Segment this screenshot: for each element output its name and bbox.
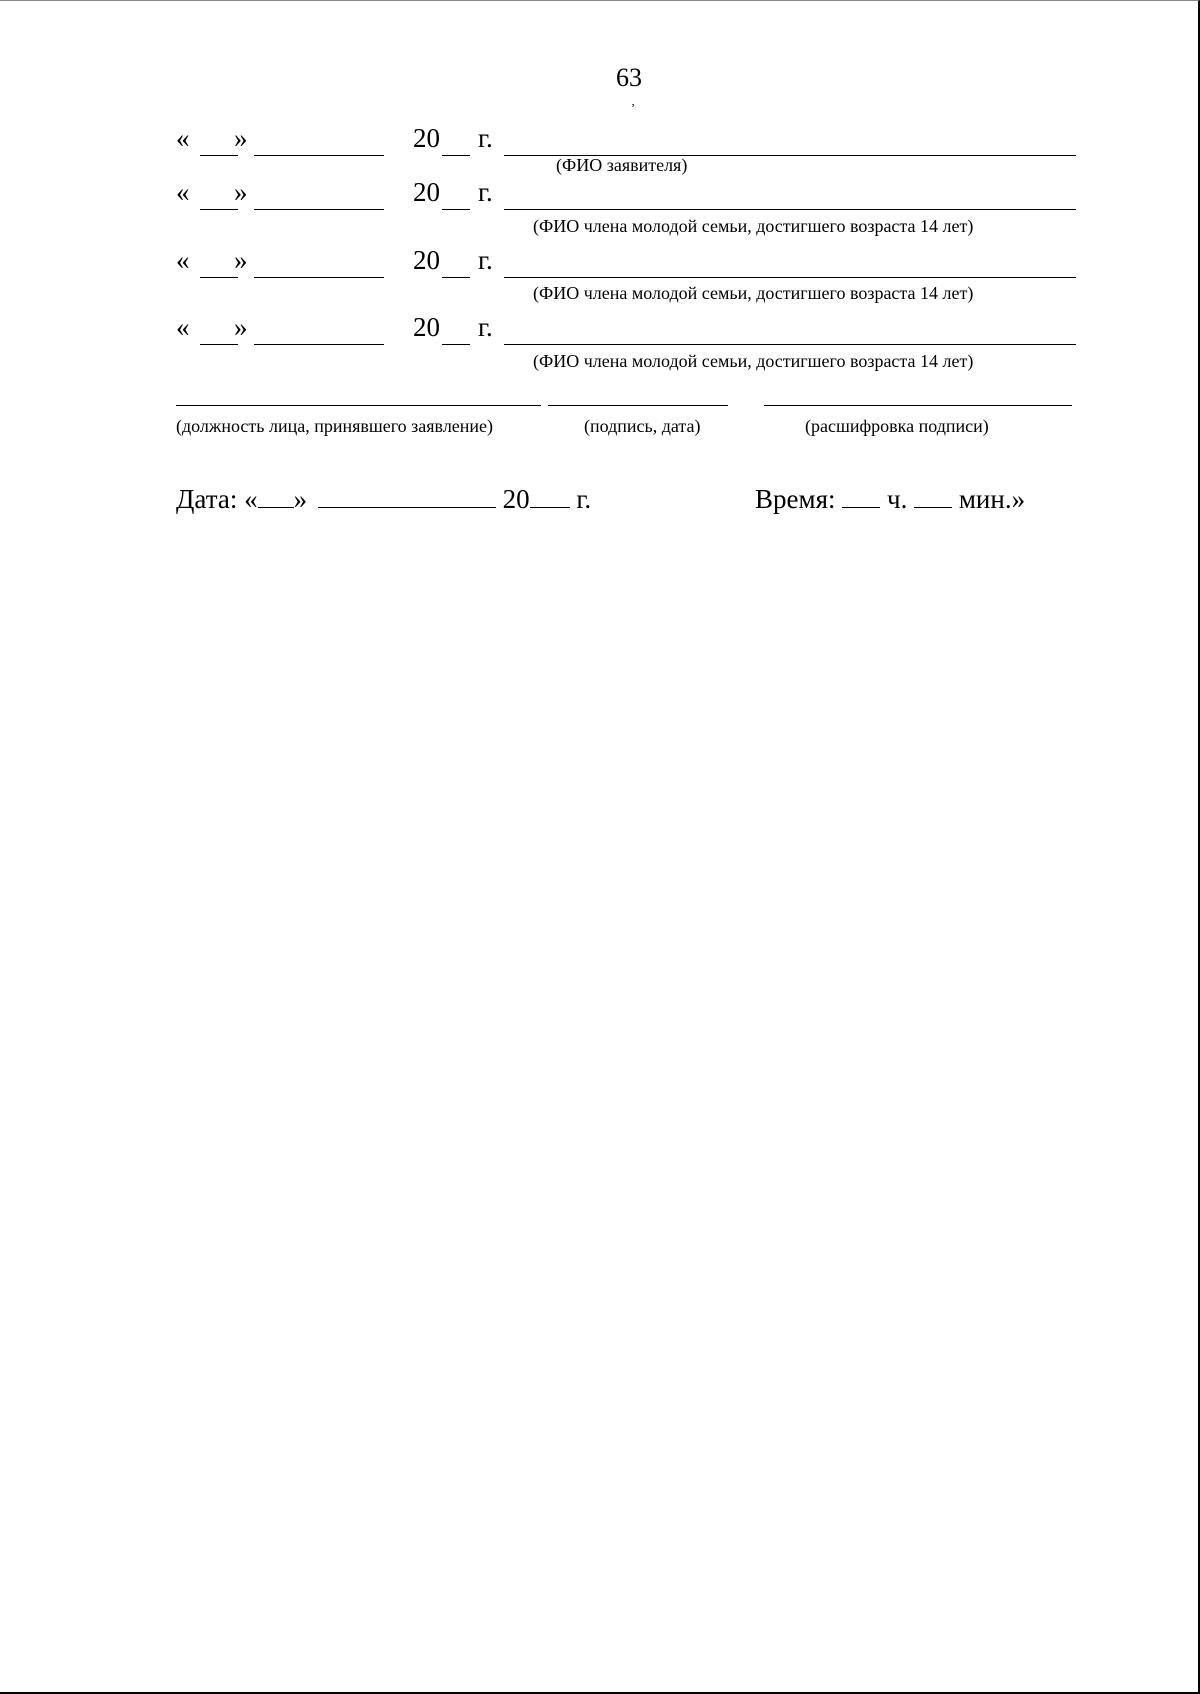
open-quote: «: [176, 123, 190, 153]
name-blank[interactable]: [504, 209, 1076, 210]
day-blank[interactable]: [200, 209, 238, 210]
page-number: 63: [616, 63, 642, 92]
scan-mark: ʼ: [631, 101, 635, 115]
year-suffix: г.: [478, 312, 493, 342]
day-blank[interactable]: [200, 344, 238, 345]
year-blank[interactable]: [442, 209, 470, 210]
time-label: Время:: [755, 484, 836, 514]
position-caption: (должность лица, принявшего заявление): [176, 416, 494, 436]
year-suffix: г.: [478, 123, 493, 153]
close-quote: »: [234, 245, 248, 275]
open-quote: «: [176, 245, 190, 275]
year-prefix: 20: [413, 312, 440, 342]
year-blank[interactable]: [442, 155, 470, 156]
family-member-signature-row: [176, 245, 1076, 285]
date-year-blank[interactable]: [530, 485, 570, 508]
close-quote: »: [234, 177, 248, 207]
date-day-blank[interactable]: [258, 485, 294, 508]
date-close-quote: »: [293, 484, 308, 514]
time-line: [755, 484, 1025, 515]
year-blank[interactable]: [442, 344, 470, 345]
family-member-signature-row: [176, 312, 1076, 352]
open-quote: «: [176, 312, 190, 342]
day-blank[interactable]: [200, 155, 238, 156]
signature-blank[interactable]: [548, 405, 728, 406]
close-quote: »: [234, 123, 248, 153]
date-label: Дата: «: [176, 484, 258, 514]
position-blank[interactable]: [176, 405, 541, 406]
family-member-name-caption: (ФИО члена молодой семьи, достигшего возраста 14 лет): [533, 283, 974, 303]
decoding-caption: (расшифровка подписи): [805, 416, 989, 436]
date-year-prefix: 20: [502, 484, 530, 514]
year-suffix: г.: [478, 245, 493, 275]
time-hours-blank[interactable]: [842, 485, 880, 508]
applicant-name-caption: (ФИО заявителя): [556, 155, 688, 175]
decoding-blank[interactable]: [764, 405, 1072, 406]
name-blank[interactable]: [504, 277, 1076, 278]
signature-caption: (подпись, дата): [584, 416, 701, 436]
year-blank[interactable]: [442, 277, 470, 278]
time-minutes-blank[interactable]: [914, 485, 952, 508]
year-prefix: 20: [413, 123, 440, 153]
date-year-suffix: г.: [576, 484, 592, 514]
name-blank[interactable]: [504, 344, 1076, 345]
family-member-name-caption: (ФИО члена молодой семьи, достигшего возраста 14 лет): [533, 351, 974, 371]
year-prefix: 20: [413, 177, 440, 207]
day-blank[interactable]: [200, 277, 238, 278]
time-hours-unit: ч.: [887, 484, 908, 514]
time-minutes-unit: мин.»: [958, 484, 1026, 514]
month-blank[interactable]: [254, 155, 384, 156]
date-month-blank[interactable]: [318, 485, 496, 508]
year-suffix: г.: [478, 177, 493, 207]
month-blank[interactable]: [254, 277, 384, 278]
family-member-name-caption: (ФИО члена молодой семьи, достигшего возраста 14 лет): [533, 216, 974, 236]
date-line: [176, 484, 591, 515]
family-member-signature-row: [176, 177, 1076, 217]
open-quote: «: [176, 177, 190, 207]
month-blank[interactable]: [254, 344, 384, 345]
close-quote: »: [234, 312, 248, 342]
year-prefix: 20: [413, 245, 440, 275]
month-blank[interactable]: [254, 209, 384, 210]
